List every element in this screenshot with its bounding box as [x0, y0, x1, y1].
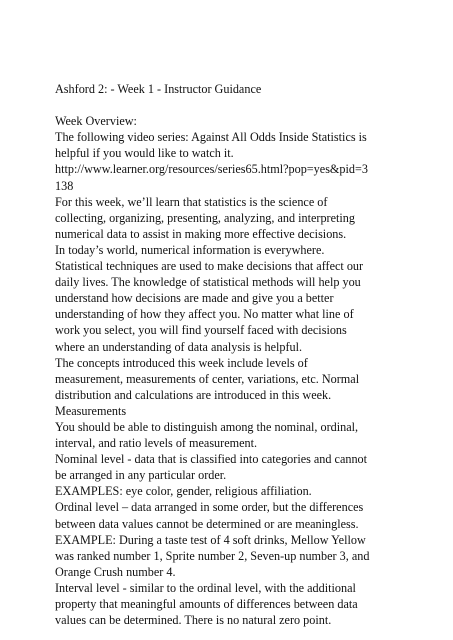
text-line: Nominal level - data that is classified into categories and cannot	[55, 452, 368, 467]
text-line: EXAMPLE: During a taste test of 4 soft drinks, Mellow Yellow	[55, 532, 366, 547]
text-line: values can be determined. There is no natural zero point.	[55, 613, 332, 628]
text-line: understand how decisions are made and give you a better	[55, 291, 334, 306]
text-line: interval, and ratio levels of measurement.	[55, 436, 258, 451]
text-line: daily lives. The knowledge of statistical methods will help you	[55, 275, 361, 290]
text-line: measurement, measurements of center, variations, etc. Normal	[55, 371, 360, 386]
text-line: Ordinal level – data arranged in some order, but the differences	[55, 500, 364, 515]
text-line: property that meaningful amounts of differences between data	[55, 597, 358, 611]
text-line: helpful if you would like to watch it.	[55, 146, 234, 161]
text-line: be arranged in any particular order.	[55, 468, 227, 483]
url-line: http://www.learner.org/resources/series65.html?pop=yes&pid=3	[55, 162, 368, 177]
text-line: collecting, organizing, presenting, analyzing, and interpreting	[55, 210, 355, 225]
text-line: Statistical techniques are used to make decisions that affect our	[55, 259, 364, 274]
document-body	[55, 81, 435, 628]
text-line: Week Overview:	[55, 114, 137, 129]
text-line: Orange Crush number 4.	[55, 564, 176, 579]
text-line: where an understanding of data analysis is helpful.	[55, 339, 303, 354]
text-line: The following video series: Against All Odds Inside Statistics is	[55, 130, 367, 145]
text-line: distribution and calculations are introduced in this week.	[55, 387, 332, 402]
text-line: understanding of how they affect you. No matter what line of	[55, 307, 354, 322]
paragraph-gap	[55, 97, 435, 113]
url-line: 138	[55, 178, 74, 193]
text-line: was ranked number 1, Sprite number 2, Seven-up number 3, and	[55, 548, 370, 563]
document-title: Ashford 2: - Week 1 - Instructor Guidance	[55, 82, 262, 96]
text-line: between data values cannot be determined or are meaningless.	[55, 516, 359, 531]
text-line: numerical data to assist in making more effective decisions.	[55, 226, 347, 241]
text-line: work you select, you will find yourself faced with decisions	[55, 323, 347, 338]
text-line: Interval level - similar to the ordinal level, with the additional	[55, 580, 356, 595]
text-line: You should be able to distinguish among the nominal, ordinal,	[55, 419, 359, 434]
text-line: In today’s world, numerical information is everywhere.	[55, 242, 325, 257]
text-line: For this week, we’ll learn that statistics is the science of	[55, 194, 328, 209]
section-heading: Measurements	[55, 403, 127, 418]
text-line: EXAMPLES: eye color, gender, religious affiliation.	[55, 484, 312, 499]
text-line: The concepts introduced this week include levels of	[55, 355, 308, 370]
